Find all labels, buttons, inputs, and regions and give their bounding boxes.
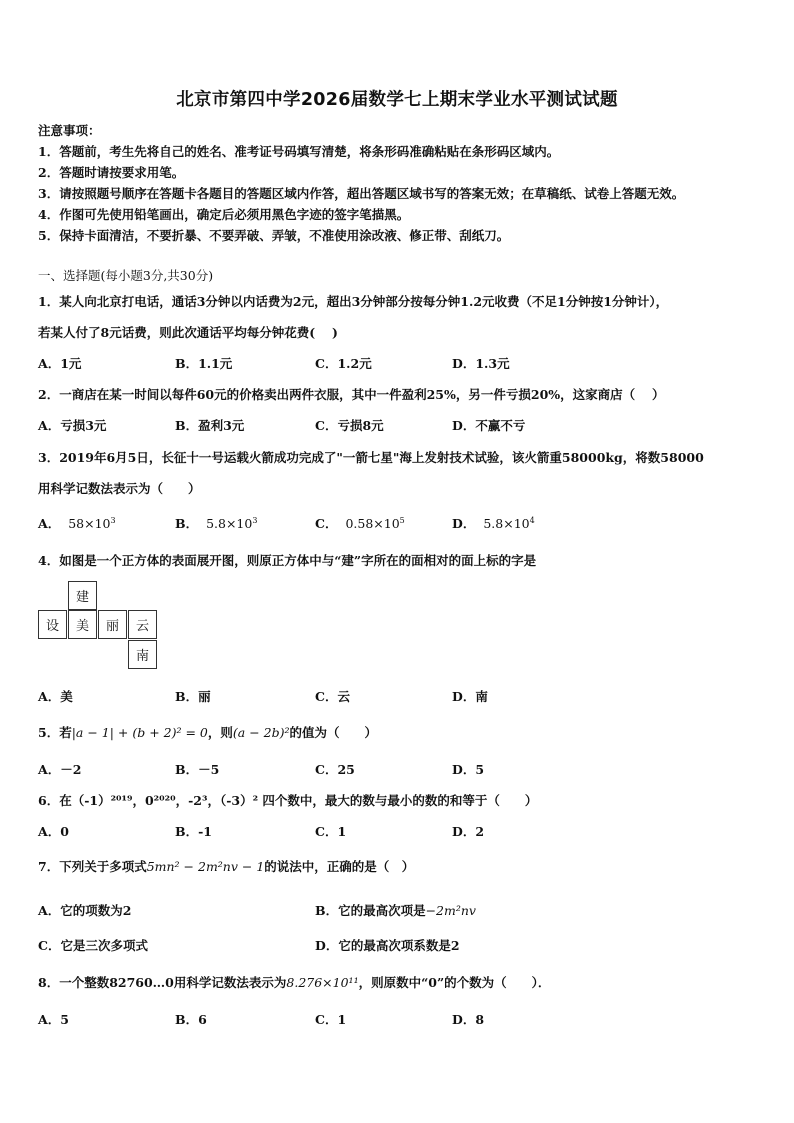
option-d: D．8 (452, 1012, 485, 1027)
option-a: A．亏损3元 (38, 418, 107, 433)
option-c: C．亏损8元 (315, 418, 384, 433)
option-d: D． $5.8\times 10^4$ (452, 515, 535, 531)
net-cell: 建 (68, 581, 97, 610)
notice-item: 4．作图可先使用铅笔画出，确定后必须用黑色字迹的签字笔描黑。 (38, 207, 410, 222)
question-2-text: 2．一商店在某一时间以每件60元的价格卖出两件衣服，其中一件盈利25%，另一件亏损20%，这家商店（ ） (38, 387, 665, 402)
option-c: C．云 (315, 689, 350, 704)
math-expression: 8.276×10¹¹ (286, 975, 359, 990)
question-1-text-cont: 若某人付了8元话费，则此次通话平均每分钟花费( ) (38, 325, 338, 340)
net-cell: 丽 (98, 610, 127, 639)
option-c: C．1 (315, 824, 347, 839)
option-d: D．5 (452, 762, 485, 777)
math-expression: |a − 1| + (b + 2)² = 0 (71, 725, 208, 740)
option-c: C． $0.58\times 10^5$ (315, 515, 405, 531)
math-expression: −2m²nv (425, 903, 476, 918)
option-a: A．它的项数为2 (38, 903, 132, 918)
option-b: B．－5 (175, 762, 220, 777)
option-c: C．它是三次多项式 (38, 938, 148, 953)
option-a: A．1元 (38, 356, 82, 371)
math-expression: (a − 2b)² (232, 725, 290, 740)
option-c-math: $0.58\times 10^5$ (345, 515, 405, 531)
option-a: A．－2 (38, 762, 82, 777)
net-cell: 云 (128, 610, 157, 639)
option-b: B． $5.8\times 10^3$ (175, 515, 258, 531)
option-d: D．南 (452, 689, 488, 704)
option-c: C．1 (315, 1012, 347, 1027)
option-b: B．盈利3元 (175, 418, 245, 433)
notice-item: 3．请按照题号顺序在答题卡各题目的答题区域内作答，超出答题区域书写的答案无效；在草稿纸、试卷上答题无效。 (38, 186, 685, 201)
notice-item: 5．保持卡面清洁，不要折暴、不要弄破、弄皱，不准使用涂改液、修正带、刮纸刀。 (38, 228, 510, 243)
net-cell: 设 (38, 610, 67, 639)
net-cell: 南 (128, 640, 157, 669)
question-5-text: 5．若|a − 1| + (b + 2)² = 0，则(a − 2b)²的值为（ ） (38, 725, 378, 740)
page-title: 北京市第四中学2026届数学七上期末学业水平测试试题 (176, 90, 618, 110)
option-b: B．丽 (175, 689, 211, 704)
question-4-text: 4．如图是一个正方体的表面展开图，则原正方体中与“建”字所在的面相对的面上标的字是 (38, 553, 537, 568)
question-8-text: 8．一个整数82760…0用科学记数法表示为8.276×10¹¹，则原数中“0”的个数为（ ）． (38, 975, 551, 990)
question-3-text: 3．2019年6月5日，长征十一号运载火箭成功完成了"一箭七星"海上发射技术试验，该火箭重58000kg，将数58000 (38, 450, 704, 465)
option-d-math: $5.8\times 10^4$ (483, 515, 535, 531)
option-a-math: $58\times 10^3$ (68, 515, 116, 531)
option-d: D．2 (452, 824, 485, 839)
option-b: B．-1 (175, 824, 212, 839)
question-7-text: 7．下列关于多项式5mn² − 2m²nv − 1的说法中，正确的是（ ） (38, 859, 415, 874)
question-6-text: 6．在（-1）²⁰¹⁹，0²⁰²⁰，-2³，（-3）² 四个数中，最大的数与最小的数的和等于（ ） (38, 793, 538, 808)
notice-item: 2．答题时请按要求用笔。 (38, 165, 185, 180)
option-a: A．美 (38, 689, 73, 704)
question-3-text-cont: 用科学记数法表示为（ ） (38, 481, 201, 496)
option-a: A． $58\times 10^3$ (38, 515, 116, 531)
math-expression: 5mn² − 2m²nv − 1 (146, 859, 265, 874)
question-1-text: 1．某人向北京打电话，通话3分钟以内话费为2元，超出3分钟部分按每分钟1.2元收费（不足1分钟按1分钟计）， (38, 294, 669, 309)
option-c: C．1.2元 (315, 356, 372, 371)
option-a: A．5 (38, 1012, 69, 1027)
net-cell: 美 (68, 610, 97, 639)
option-b: B．1.1元 (175, 356, 233, 371)
option-b: B．它的最高次项是−2m²nv (315, 903, 476, 918)
notice-item: 1．答题前，考生先将自己的姓名、准考证号码填写清楚，将条形码准确粘贴在条形码区域内。 (38, 144, 560, 159)
option-c: C．25 (315, 762, 355, 777)
option-a: A．0 (38, 824, 69, 839)
option-d: D．它的最高次项系数是2 (315, 938, 460, 953)
section-heading: 一、选择题(每小题3分,共30分) (38, 268, 214, 283)
notice-heading: 注意事项： (38, 123, 101, 138)
option-b: B．6 (175, 1012, 207, 1027)
option-d: D．不赢不亏 (452, 418, 526, 433)
option-b-math: $5.8\times 10^3$ (206, 515, 258, 531)
option-d: D．1.3元 (452, 356, 510, 371)
